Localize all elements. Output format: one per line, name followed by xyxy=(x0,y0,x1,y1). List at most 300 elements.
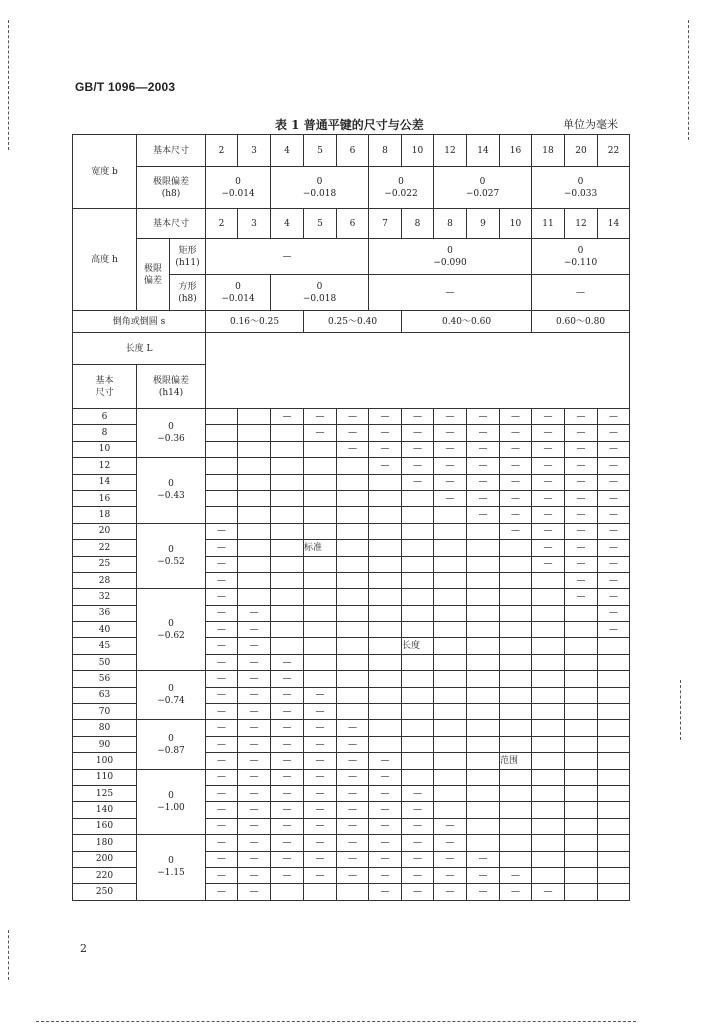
length-row xyxy=(73,589,630,605)
length-cell: — xyxy=(565,409,598,425)
length-cell xyxy=(271,523,304,539)
length-cell: — xyxy=(402,785,434,801)
width-value: 5 xyxy=(304,135,337,167)
length-cell: — xyxy=(467,884,500,900)
length-cell xyxy=(402,589,434,605)
length-deviation: 0 −1.15 xyxy=(137,835,206,901)
length-cell xyxy=(467,540,500,556)
length-cell: — xyxy=(434,441,467,457)
length-cell xyxy=(532,753,565,769)
length-cell xyxy=(532,818,565,834)
length-cell: — xyxy=(500,409,532,425)
length-cell xyxy=(402,490,434,506)
length-cell xyxy=(271,441,304,457)
length-cell: — xyxy=(206,867,238,883)
length-value: 56 xyxy=(73,671,137,687)
length-cell: — xyxy=(271,409,304,425)
length-cell xyxy=(467,589,500,605)
length-cell: — xyxy=(402,474,434,490)
length-cell xyxy=(206,490,238,506)
width-value: 2 xyxy=(206,135,238,167)
width-value: 10 xyxy=(402,135,434,167)
length-value: 40 xyxy=(73,622,137,638)
height-value: 2 xyxy=(206,209,238,239)
length-cell xyxy=(467,654,500,670)
length-cell: — xyxy=(206,540,238,556)
length-row xyxy=(73,720,630,736)
length-cell: — xyxy=(206,572,238,588)
height-value: 12 xyxy=(565,209,598,239)
length-cell: — xyxy=(337,736,369,752)
length-cell xyxy=(402,687,434,703)
length-value: 250 xyxy=(73,884,137,900)
square-deviation: 0 −0.018 xyxy=(271,275,369,311)
length-cell: — xyxy=(337,802,369,818)
length-cell xyxy=(238,540,271,556)
length-deviation: 0 −1.00 xyxy=(137,769,206,835)
length-cell: — xyxy=(337,867,369,883)
length-cell: — xyxy=(532,441,565,457)
length-cell xyxy=(500,671,532,687)
length-cell xyxy=(467,720,500,736)
length-deviation: 0 −0.52 xyxy=(137,523,206,589)
length-cell: — xyxy=(206,835,238,851)
length-cell xyxy=(206,474,238,490)
length-cell: — xyxy=(238,638,271,654)
length-deviation: 0 −0.74 xyxy=(137,671,206,720)
length-cell: — xyxy=(467,425,500,441)
length-cell xyxy=(532,851,565,867)
length-cell xyxy=(434,671,467,687)
length-cell xyxy=(206,425,238,441)
length-cell xyxy=(238,425,271,441)
scan-edge-line xyxy=(8,930,9,980)
length-cell xyxy=(337,687,369,703)
length-cell: — xyxy=(238,736,271,752)
length-cell xyxy=(565,654,598,670)
length-cell xyxy=(304,523,337,539)
length-cell: — xyxy=(304,409,337,425)
length-cell: — xyxy=(598,490,630,506)
length-row xyxy=(73,458,630,474)
length-cell xyxy=(500,818,532,834)
length-cell xyxy=(304,605,337,621)
length-cell: — xyxy=(271,785,304,801)
length-cell xyxy=(369,720,402,736)
rect-deviation-none: — xyxy=(206,239,369,275)
length-cell xyxy=(467,818,500,834)
length-cell: — xyxy=(500,490,532,506)
length-value: 10 xyxy=(73,441,137,457)
width-value: 6 xyxy=(337,135,369,167)
length-cell xyxy=(500,851,532,867)
length-cell xyxy=(598,867,630,883)
length-cell xyxy=(500,605,532,621)
length-cell xyxy=(532,687,565,703)
length-cell: — xyxy=(565,540,598,556)
length-cell xyxy=(467,687,500,703)
height-value: 8 xyxy=(402,209,434,239)
length-cell: — xyxy=(337,818,369,834)
length-cell: — xyxy=(500,441,532,457)
length-value: 28 xyxy=(73,572,137,588)
chamfer-value: 0.16～0.25 xyxy=(206,311,304,333)
length-cell: — xyxy=(369,851,402,867)
standard-number: GB/T 1096—2003 xyxy=(75,80,176,94)
length-cell xyxy=(532,867,565,883)
length-cell: — xyxy=(598,425,630,441)
length-cell xyxy=(467,835,500,851)
length-cell: — xyxy=(369,753,402,769)
length-cell xyxy=(337,490,369,506)
length-cell: — xyxy=(500,523,532,539)
length-cell: — xyxy=(337,851,369,867)
length-value: 63 xyxy=(73,687,137,703)
length-cell xyxy=(598,835,630,851)
length-cell xyxy=(402,736,434,752)
length-cell xyxy=(434,704,467,720)
length-cell xyxy=(402,654,434,670)
length-cell: — xyxy=(369,802,402,818)
length-cell xyxy=(532,654,565,670)
length-cell xyxy=(434,540,467,556)
length-cell: — xyxy=(598,589,630,605)
length-cell xyxy=(304,441,337,457)
length-value: 8 xyxy=(73,425,137,441)
square-deviation-none: — xyxy=(532,275,630,311)
length-cell: — xyxy=(402,835,434,851)
length-cell xyxy=(500,704,532,720)
length-cell: — xyxy=(271,818,304,834)
limit-dev-label: 极限偏差 (h8) xyxy=(137,167,206,209)
length-cell: — xyxy=(206,671,238,687)
length-cell xyxy=(532,605,565,621)
scan-edge-line xyxy=(36,1021,636,1023)
length-cell: — xyxy=(238,622,271,638)
length-cell: — xyxy=(369,835,402,851)
length-cell: — xyxy=(238,884,271,900)
length-value: 45 xyxy=(73,638,137,654)
length-row xyxy=(73,835,630,851)
length-cell: — xyxy=(532,507,565,523)
length-cell xyxy=(598,785,630,801)
length-cell: — xyxy=(565,523,598,539)
length-cell: — xyxy=(434,884,467,900)
length-cell xyxy=(467,769,500,785)
length-cell: — xyxy=(532,490,565,506)
unit-note: 单位为毫米 xyxy=(563,118,618,131)
length-cell xyxy=(565,785,598,801)
length-cell xyxy=(598,671,630,687)
height-value: 10 xyxy=(500,209,532,239)
length-value: 36 xyxy=(73,605,137,621)
length-cell: — xyxy=(271,720,304,736)
length-cell xyxy=(434,687,467,703)
height-label: 高度 h xyxy=(73,209,137,311)
width-value: 22 xyxy=(598,135,630,167)
length-cell xyxy=(532,802,565,818)
length-cell xyxy=(206,409,238,425)
length-cell xyxy=(500,720,532,736)
height-value: 5 xyxy=(304,209,337,239)
width-deviation: 0 −0.018 xyxy=(271,167,369,209)
basic-size-label: 基本尺寸 xyxy=(137,209,206,239)
length-cell: — xyxy=(238,851,271,867)
length-cell xyxy=(402,523,434,539)
length-cell xyxy=(304,589,337,605)
length-cell: — xyxy=(598,540,630,556)
length-cell xyxy=(565,704,598,720)
length-cell xyxy=(369,523,402,539)
basic-size-label: 基本尺寸 xyxy=(137,135,206,167)
width-value: 14 xyxy=(467,135,500,167)
length-cell xyxy=(304,507,337,523)
length-cell xyxy=(271,605,304,621)
length-value: 25 xyxy=(73,556,137,572)
width-value: 20 xyxy=(565,135,598,167)
length-cell xyxy=(565,736,598,752)
length-cell xyxy=(434,654,467,670)
length-cell: — xyxy=(402,884,434,900)
length-cell xyxy=(532,835,565,851)
length-cell: — xyxy=(565,441,598,457)
length-cell: — xyxy=(565,507,598,523)
length-cell xyxy=(598,736,630,752)
length-cell: — xyxy=(271,671,304,687)
length-cell xyxy=(369,704,402,720)
length-cell: — xyxy=(206,736,238,752)
length-cell xyxy=(598,704,630,720)
length-cell: — xyxy=(304,720,337,736)
length-cell xyxy=(238,490,271,506)
length-cell xyxy=(271,884,304,900)
length-label: 长度 L xyxy=(73,333,206,365)
length-value: 200 xyxy=(73,851,137,867)
length-cell xyxy=(467,572,500,588)
height-value: 11 xyxy=(532,209,565,239)
length-cell: — xyxy=(434,835,467,851)
length-cell: — xyxy=(271,802,304,818)
length-cell xyxy=(206,458,238,474)
chamfer-value: 0.40～0.60 xyxy=(402,311,532,333)
length-cell: — xyxy=(206,589,238,605)
length-blank-area xyxy=(206,333,630,409)
length-cell xyxy=(337,540,369,556)
length-cell xyxy=(532,671,565,687)
length-cell xyxy=(434,753,467,769)
length-cell: — xyxy=(467,409,500,425)
length-cell: — xyxy=(304,425,337,441)
length-cell: — xyxy=(532,884,565,900)
length-cell xyxy=(238,523,271,539)
length-cell xyxy=(271,474,304,490)
length-cell xyxy=(500,687,532,703)
length-cell: — xyxy=(206,769,238,785)
length-cell: — xyxy=(304,802,337,818)
length-value: 220 xyxy=(73,867,137,883)
region-label: 范围 xyxy=(500,753,532,769)
length-cell xyxy=(500,572,532,588)
length-cell: — xyxy=(369,818,402,834)
length-value: 110 xyxy=(73,769,137,785)
length-cell xyxy=(500,540,532,556)
length-cell: — xyxy=(304,867,337,883)
length-cell xyxy=(598,802,630,818)
length-cell: — xyxy=(500,884,532,900)
length-cell xyxy=(434,572,467,588)
length-value: 6 xyxy=(73,409,137,425)
length-cell: — xyxy=(598,556,630,572)
length-cell xyxy=(271,490,304,506)
length-cell xyxy=(271,556,304,572)
length-cell: — xyxy=(434,818,467,834)
length-cell xyxy=(598,654,630,670)
length-cell xyxy=(532,720,565,736)
length-cell xyxy=(565,867,598,883)
length-cell xyxy=(598,769,630,785)
length-cell xyxy=(565,605,598,621)
length-cell xyxy=(402,753,434,769)
length-cell xyxy=(304,572,337,588)
length-cell xyxy=(271,540,304,556)
length-cell xyxy=(434,802,467,818)
key-dimension-table xyxy=(72,134,630,901)
length-cell: — xyxy=(598,441,630,457)
length-cell: — xyxy=(598,458,630,474)
length-cell xyxy=(532,785,565,801)
length-cell xyxy=(434,622,467,638)
region-label: 标准 xyxy=(304,540,337,556)
length-cell xyxy=(402,622,434,638)
length-cell xyxy=(532,704,565,720)
length-cell: — xyxy=(206,720,238,736)
length-cell: — xyxy=(402,409,434,425)
length-dev-label: 极限偏差 (h14) xyxy=(137,365,206,409)
length-cell xyxy=(565,687,598,703)
height-value: 14 xyxy=(598,209,630,239)
width-deviation: 0 −0.014 xyxy=(206,167,271,209)
length-cell: — xyxy=(206,556,238,572)
length-cell: — xyxy=(598,507,630,523)
rect-label: 矩形 (h11) xyxy=(170,239,206,275)
length-cell: — xyxy=(304,835,337,851)
length-cell: — xyxy=(238,867,271,883)
length-cell xyxy=(434,523,467,539)
length-cell xyxy=(271,458,304,474)
length-cell: — xyxy=(467,507,500,523)
height-value: 4 xyxy=(271,209,304,239)
chamfer-value: 0.60～0.80 xyxy=(532,311,630,333)
length-cell xyxy=(337,507,369,523)
length-cell: — xyxy=(598,572,630,588)
length-cell xyxy=(369,671,402,687)
length-cell: — xyxy=(565,589,598,605)
length-cell: — xyxy=(500,474,532,490)
length-cell xyxy=(369,605,402,621)
length-row xyxy=(73,523,630,539)
length-cell xyxy=(565,818,598,834)
length-cell: — xyxy=(598,409,630,425)
length-cell xyxy=(434,720,467,736)
length-cell: — xyxy=(434,851,467,867)
length-cell: — xyxy=(271,736,304,752)
length-cell: — xyxy=(271,704,304,720)
length-cell xyxy=(467,704,500,720)
length-cell xyxy=(565,622,598,638)
length-cell: — xyxy=(434,409,467,425)
length-deviation: 0 −0.87 xyxy=(137,720,206,769)
length-cell: — xyxy=(532,474,565,490)
length-cell: — xyxy=(337,425,369,441)
width-label: 宽度 b xyxy=(73,135,137,209)
length-cell xyxy=(271,622,304,638)
length-row xyxy=(73,769,630,785)
length-cell: — xyxy=(337,720,369,736)
length-cell xyxy=(565,835,598,851)
limit-dev-label: 极限 偏差 xyxy=(137,239,170,311)
length-cell: — xyxy=(434,867,467,883)
length-deviation: 0 −0.36 xyxy=(137,409,206,458)
length-cell xyxy=(434,589,467,605)
length-cell xyxy=(206,507,238,523)
length-cell xyxy=(337,474,369,490)
length-cell xyxy=(304,671,337,687)
rect-deviation: 0 −0.090 xyxy=(369,239,532,275)
height-value: 8 xyxy=(434,209,467,239)
length-cell: — xyxy=(369,409,402,425)
length-cell xyxy=(369,507,402,523)
length-value: 100 xyxy=(73,753,137,769)
length-cell xyxy=(206,441,238,457)
length-cell xyxy=(565,638,598,654)
length-cell xyxy=(369,540,402,556)
length-cell xyxy=(369,654,402,670)
length-cell: — xyxy=(369,884,402,900)
length-value: 14 xyxy=(73,474,137,490)
width-deviation: 0 −0.022 xyxy=(369,167,434,209)
length-cell: — xyxy=(238,687,271,703)
height-value: 6 xyxy=(337,209,369,239)
height-value: 7 xyxy=(369,209,402,239)
length-cell xyxy=(500,638,532,654)
length-cell: — xyxy=(206,818,238,834)
length-cell xyxy=(434,638,467,654)
length-cell xyxy=(337,605,369,621)
length-cell xyxy=(369,736,402,752)
scan-edge-line xyxy=(8,20,9,150)
length-value: 18 xyxy=(73,507,137,523)
length-cell xyxy=(304,490,337,506)
length-cell: — xyxy=(598,474,630,490)
width-deviation: 0 −0.033 xyxy=(532,167,630,209)
length-cell: — xyxy=(206,753,238,769)
length-row xyxy=(73,671,630,687)
length-value: 50 xyxy=(73,654,137,670)
length-cell: — xyxy=(434,474,467,490)
chamfer-value: 0.25～0.40 xyxy=(304,311,402,333)
length-cell xyxy=(238,589,271,605)
length-value: 70 xyxy=(73,704,137,720)
width-value: 16 xyxy=(500,135,532,167)
length-cell xyxy=(271,425,304,441)
length-cell: — xyxy=(532,425,565,441)
length-cell xyxy=(598,753,630,769)
length-cell: — xyxy=(532,540,565,556)
length-cell: — xyxy=(467,458,500,474)
length-cell xyxy=(565,769,598,785)
length-cell: — xyxy=(467,867,500,883)
length-cell: — xyxy=(271,851,304,867)
